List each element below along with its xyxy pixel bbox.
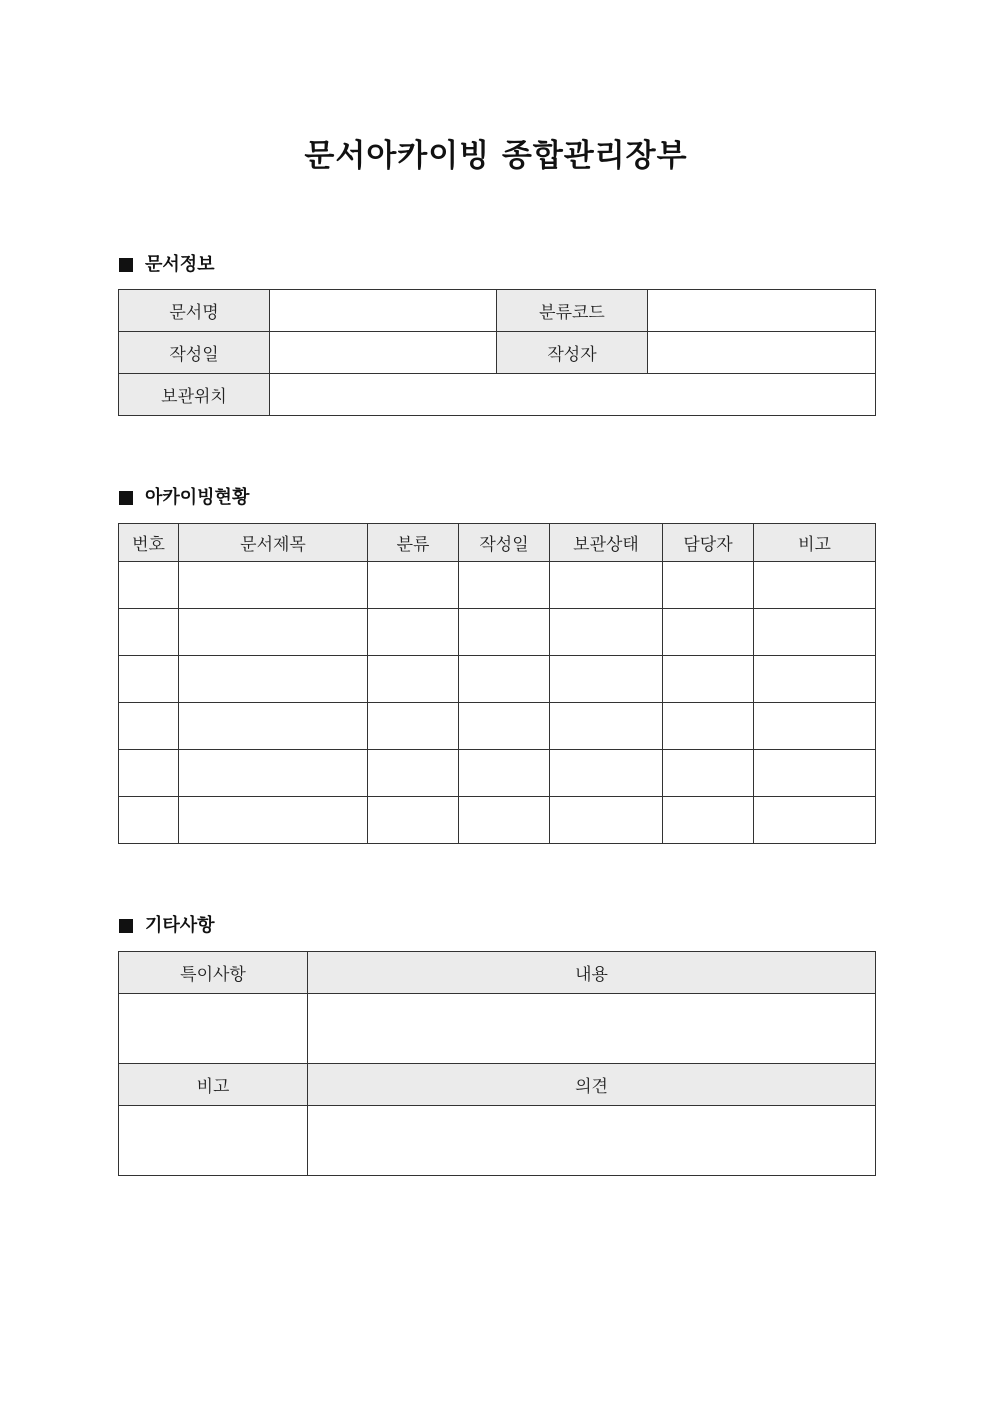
table-row (119, 290, 876, 332)
column-header-manager: 담당자 (663, 524, 754, 562)
author-label: 작성자 (497, 332, 648, 374)
table-cell[interactable] (459, 656, 550, 703)
table-cell[interactable] (663, 703, 754, 750)
table-cell[interactable] (663, 562, 754, 609)
table-cell[interactable] (368, 703, 459, 750)
storage-location-label: 보관위치 (119, 374, 270, 416)
section-heading-label: 아카이빙현황 (145, 487, 250, 508)
table-row (119, 332, 876, 374)
storage-location-field[interactable] (270, 374, 876, 416)
table-header-row (119, 952, 876, 994)
page-title: 문서아카이빙 종합관리장부 (304, 138, 688, 174)
section-heading-label: 문서정보 (145, 254, 215, 275)
table-row (119, 374, 876, 416)
table-cell[interactable] (754, 750, 876, 797)
section-heading-archive-status (119, 486, 249, 510)
remarks-field[interactable] (119, 1106, 308, 1176)
square-bullet-icon (119, 258, 133, 272)
table-row (119, 994, 876, 1064)
table-cell[interactable] (368, 656, 459, 703)
column-header-remarks: 비고 (754, 524, 876, 562)
section-heading-other (119, 914, 215, 938)
table-cell[interactable] (119, 703, 179, 750)
table-cell[interactable] (459, 609, 550, 656)
table-cell[interactable] (119, 656, 179, 703)
content-field[interactable] (308, 994, 876, 1064)
other-notes-table (118, 951, 876, 1176)
table-cell[interactable] (368, 609, 459, 656)
table-cell[interactable] (179, 562, 368, 609)
table-cell[interactable] (550, 750, 663, 797)
table-cell[interactable] (459, 797, 550, 844)
table-cell[interactable] (179, 703, 368, 750)
table-cell[interactable] (368, 750, 459, 797)
table-cell[interactable] (663, 609, 754, 656)
table-cell[interactable] (550, 703, 663, 750)
table-row (119, 1106, 876, 1176)
opinion-label: 의견 (308, 1064, 876, 1106)
special-notes-label: 특이사항 (119, 952, 308, 994)
column-header-category: 분류 (368, 524, 459, 562)
table-cell[interactable] (119, 750, 179, 797)
table-cell[interactable] (179, 750, 368, 797)
table-cell[interactable] (663, 656, 754, 703)
doc-name-field[interactable] (270, 290, 497, 332)
column-header-created-date: 작성일 (459, 524, 550, 562)
table-cell[interactable] (179, 609, 368, 656)
table-cell[interactable] (754, 703, 876, 750)
table-cell[interactable] (663, 750, 754, 797)
table-cell[interactable] (368, 797, 459, 844)
archive-status-table (118, 523, 876, 844)
table-row (119, 609, 876, 656)
opinion-field[interactable] (308, 1106, 876, 1176)
table-row (119, 656, 876, 703)
doc-name-label: 문서명 (119, 290, 270, 332)
table-header-row (119, 524, 876, 562)
created-date-field[interactable] (270, 332, 497, 374)
table-cell[interactable] (368, 562, 459, 609)
table-cell[interactable] (459, 750, 550, 797)
created-date-label: 작성일 (119, 332, 270, 374)
content-label: 내용 (308, 952, 876, 994)
table-row (119, 703, 876, 750)
column-header-doc-title: 문서제목 (179, 524, 368, 562)
doc-info-table (118, 289, 876, 416)
square-bullet-icon (119, 491, 133, 505)
author-field[interactable] (648, 332, 876, 374)
section-heading-label: 기타사항 (145, 915, 215, 936)
table-cell[interactable] (119, 609, 179, 656)
table-cell[interactable] (754, 609, 876, 656)
class-code-label: 분류코드 (497, 290, 648, 332)
table-cell[interactable] (550, 609, 663, 656)
class-code-field[interactable] (648, 290, 876, 332)
table-cell[interactable] (754, 562, 876, 609)
table-cell[interactable] (754, 656, 876, 703)
table-row (119, 750, 876, 797)
remarks-label: 비고 (119, 1064, 308, 1106)
table-header-row (119, 1064, 876, 1106)
square-bullet-icon (119, 919, 133, 933)
column-header-storage-status: 보관상태 (550, 524, 663, 562)
table-row (119, 562, 876, 609)
table-cell[interactable] (459, 562, 550, 609)
table-row (119, 797, 876, 844)
table-cell[interactable] (119, 562, 179, 609)
table-cell[interactable] (179, 797, 368, 844)
column-header-number: 번호 (119, 524, 179, 562)
table-cell[interactable] (550, 656, 663, 703)
table-cell[interactable] (754, 797, 876, 844)
table-cell[interactable] (119, 797, 179, 844)
table-cell[interactable] (179, 656, 368, 703)
special-notes-field[interactable] (119, 994, 308, 1064)
table-cell[interactable] (550, 797, 663, 844)
section-heading-doc-info (119, 253, 215, 277)
table-cell[interactable] (459, 703, 550, 750)
table-cell[interactable] (663, 797, 754, 844)
table-cell[interactable] (550, 562, 663, 609)
